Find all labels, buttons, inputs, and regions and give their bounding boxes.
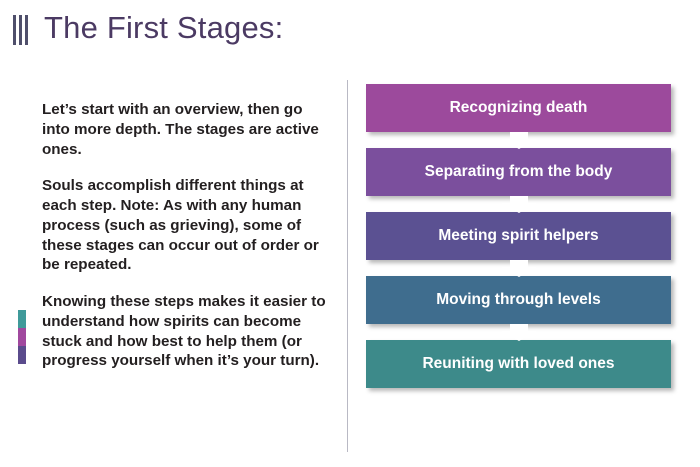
paragraph-3: Knowing these steps makes it easier to understand how spirits can become stuck and how best to help them (or progress yourself when it’s your turn).	[42, 293, 326, 370]
flow-step-2	[366, 148, 671, 196]
flow-step-3	[366, 212, 671, 260]
title-bars-icon	[13, 11, 31, 45]
stages-flowchart	[366, 84, 671, 388]
accent-chip-teal	[18, 310, 26, 328]
flow-arrow-1	[502, 132, 536, 148]
flow-step-1	[366, 84, 671, 132]
accent-chip-purple	[18, 328, 26, 346]
page-title: The First Stages:	[44, 10, 284, 45]
body-text-column	[42, 85, 330, 371]
flow-step-4-label: Moving through levels	[436, 291, 601, 308]
title-row	[0, 10, 283, 46]
flow-step-3-label: Meeting spirit helpers	[438, 227, 599, 244]
flow-step-5-label: Reuniting with loved ones	[422, 355, 615, 372]
flow-arrow-3	[502, 260, 536, 276]
flow-arrow-2	[502, 196, 536, 212]
paragraph-1: Let’s start with an overview, then go into more depth. The stages are active ones.	[42, 101, 319, 158]
column-divider	[347, 80, 348, 452]
flow-step-1-label: Recognizing death	[449, 99, 588, 116]
accent-chip-dark-purple	[18, 346, 26, 364]
flow-step-2-label: Separating from the body	[424, 163, 613, 180]
flow-step-5	[366, 340, 671, 388]
flow-arrow-4	[502, 324, 536, 340]
flow-step-4	[366, 276, 671, 324]
paragraph-2: Souls accomplish different things at each step. Note: As with any human process (such as grieving), some of these stages can occur out of order or be repeated.	[42, 177, 319, 274]
